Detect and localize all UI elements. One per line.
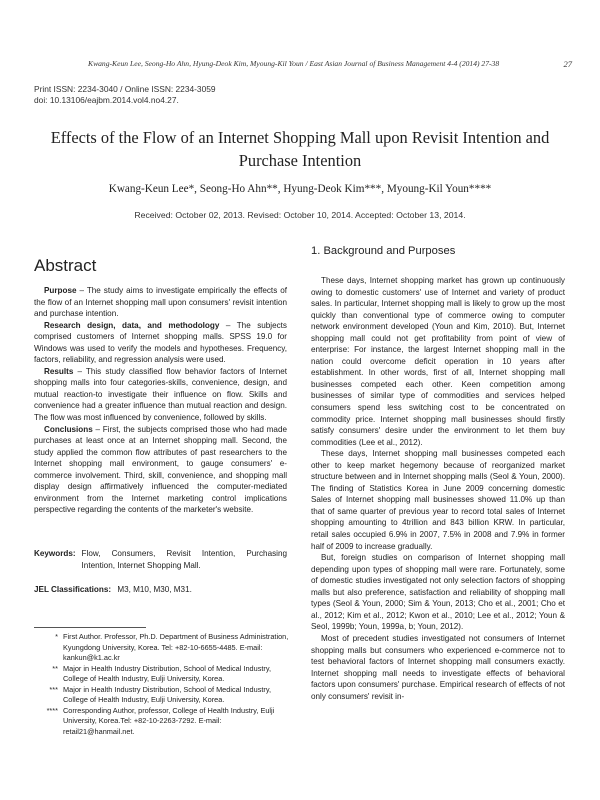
conclusions-text: – First, the subjects comprised those who had made purchases at least once at an Internet shopping mall. Second, the study applied the common flow attributes of past researchers to the Internet shopping mall environment, to gauge consumers' e-commerce involvement. Third, skill, convenience, and shopping mall display design affirmatively influenced the computer-mediated environment from the Internet marketing control implications perspective regarding the contents of the marketer's website. (34, 424, 287, 515)
conclusions-label: Conclusions (44, 424, 93, 434)
footnote-text: Corresponding Author, professor, College of Health Industry, Eulji University, Korea.Tel: +82-10-2263-7292. E-mail: retail21@hanmail.net. (63, 705, 275, 736)
footnote-mark: ** (52, 663, 58, 673)
abstract-conclusions (34, 424, 287, 516)
abstract-body (34, 285, 287, 516)
footnote (34, 664, 291, 685)
body-paragraph: These days, Internet shopping mall businesses competed each other to keep market hegemony because of reorganized market structure between and in Internet shopping malls (Seol & Youn, 2000). The finding of Statistics Korea in June 2009 concerning domestic Sales of Internet shopping mall businesses showed 11.0% up than that of same quarter of previous year to record total sales of Internet shopping amounting to 4trillion and 843 billion KRW. In particular, retail sales occupied 6.9% in 2007, 7.5% in 2008 and 7.9% in former half of 2009 to increase gradually. (311, 449, 565, 551)
body-paragraph: These days, Internet shopping market has grown up continuously owing to domestic customers' use of Internet and variety of product sales. In particular, Internet shopping mall is likely to grow up the most quickly than conventional type of commerce owing to computer network environment developed (Youn and Kim, 2010). But, Internet shopping mall could not get profitability from point of view of enterprise: For instance, the largest Internet shopping mall in the nation could overcome deficit operation in 10 years after establishment. In other words, first of all, Internet shopping mall businesses competed each other. Keen competition among businesses of similar type of commodities and services helped consumers spend less switching cost to be concentrated on commodity price. Internet shopping mall businesses should firstly satisfy consumers' desire under the environment to let them buy commodities (Lee et al., 2012). (311, 276, 565, 447)
title-line-1: Effects of the Flow of an Internet Shopping Mall upon Revisit Intention and (50, 128, 550, 147)
purpose-label: Purpose (44, 286, 77, 295)
keywords-block (34, 548, 287, 571)
abstract-purpose (34, 285, 287, 320)
footnote (34, 632, 291, 664)
body-paragraph: But, foreign studies on comparison of Internet shopping mall depending upon types of shopping mall were rare. Fortunately, some of domestic studies investigated not only selection factors of shopping malls but also preference, satisfaction and reliability of shopping mall types (Seol & Youn, 2000; Sim & Youn, 2013; Cho et al., 2001; Cho et al., 2012; Kim et al., 2012; Kwon et al., 2010; Lee et al., 2012; Youn & Seol, 1999b; Youn, 1999a, b; Youn, 2012). (311, 553, 565, 632)
section-heading: 1. Background and Purposes (311, 245, 456, 257)
issn-line: Print ISSN: 2234-3040 / Online ISSN: 2234-3059 (34, 84, 216, 94)
header-citation: Kwang-Keun Lee, Seong-Ho Ahn, Hyung-Deok Kim, Myoung-Kil Youn / East Asian Journal of Business Management 4-4 (2014) 27-38 (88, 59, 500, 68)
results-text: – This study classified flow behavior factors of Internet shopping malls into four categories-skills, convenience, design, and mutual reaction-to investigate their influence on flow. Skills and convenience had a greater influence than mutual reaction and design. The flow was most influenced by convenience, followed by skills. (34, 366, 287, 423)
abstract-design (34, 320, 287, 366)
jel-label: JEL Classifications: (34, 585, 112, 594)
received-dates: Received: October 02, 2013. Revised: October 10, 2014. Accepted: October 13, 2014. (134, 210, 466, 220)
abstract-results (34, 366, 287, 424)
purpose-text: – The study aims to investigate empirically the effects of the flow of an Internet shopping mall upon consumers' revisit intention and purchase intention. (34, 286, 287, 319)
footnotes (34, 632, 291, 737)
title-line-2: Purchase Intention (238, 151, 362, 170)
abstract-heading: Abstract (34, 256, 97, 275)
keywords-text: Flow, Consumers, Revisit Intention, Purchasing Intention, Internet Shopping Mall. (81, 549, 287, 570)
footnote-mark: * (55, 632, 58, 641)
footnote-mark: **** (46, 705, 58, 715)
footnote-text: Major in Health Industry Distribution, School of Medical Industry, College of Health Industry, Eulji University, Korea. (63, 663, 272, 683)
body-paragraph: Most of precedent studies investigated not consumers of Internet shopping malls but consumers who experienced e-commerce not to test behavioral factors of Internet shopping mall consumers exactly. Internet shopping mall needs to investigate effects of behavioral factors upon consumers' purchase. Empirical research of effects of not only consumers' revisit in- (311, 633, 565, 701)
page-number: 27 (563, 59, 572, 69)
footnote-text: First Author. Professor, Ph.D. Department of Business Administration, Kyungdong University, Korea. Tel: +82-10-6655-4485. E-mail: kankun@k1.ac.kr (63, 632, 289, 662)
jel-block (34, 585, 192, 594)
footnote-rule (34, 627, 146, 628)
design-label: Research design, data, and methodology (44, 320, 220, 330)
results-label: Results (44, 366, 74, 376)
section-body (311, 275, 565, 702)
author-list: Kwang-Keun Lee*, Seong-Ho Ahn**, Hyung-Deok Kim***, Myoung-Kil Youn**** (108, 183, 492, 195)
paper-title (30, 126, 570, 172)
footnote (34, 706, 291, 738)
keywords-label: Keywords: (34, 549, 76, 558)
footnote-mark: *** (49, 684, 58, 694)
running-header (40, 59, 572, 73)
doi-line: doi: 10.13106/eajbm.2014.vol4.no4.27. (34, 94, 179, 105)
design-text: – The subjects comprised customers of Internet shopping malls. SPSS 19.0 for Windows was used to verify the models and hypotheses. Frequency, factors, reliability, and regression analysis were used. (34, 320, 287, 365)
jel-text: M3, M10, M30, M31. (117, 585, 192, 594)
footnote (34, 685, 291, 706)
footnote-text: Major in Health Industry Distribution, School of Medical Industry, College of Health Industry, Eulji University, Korea. (63, 684, 272, 704)
issn-block (34, 84, 216, 105)
